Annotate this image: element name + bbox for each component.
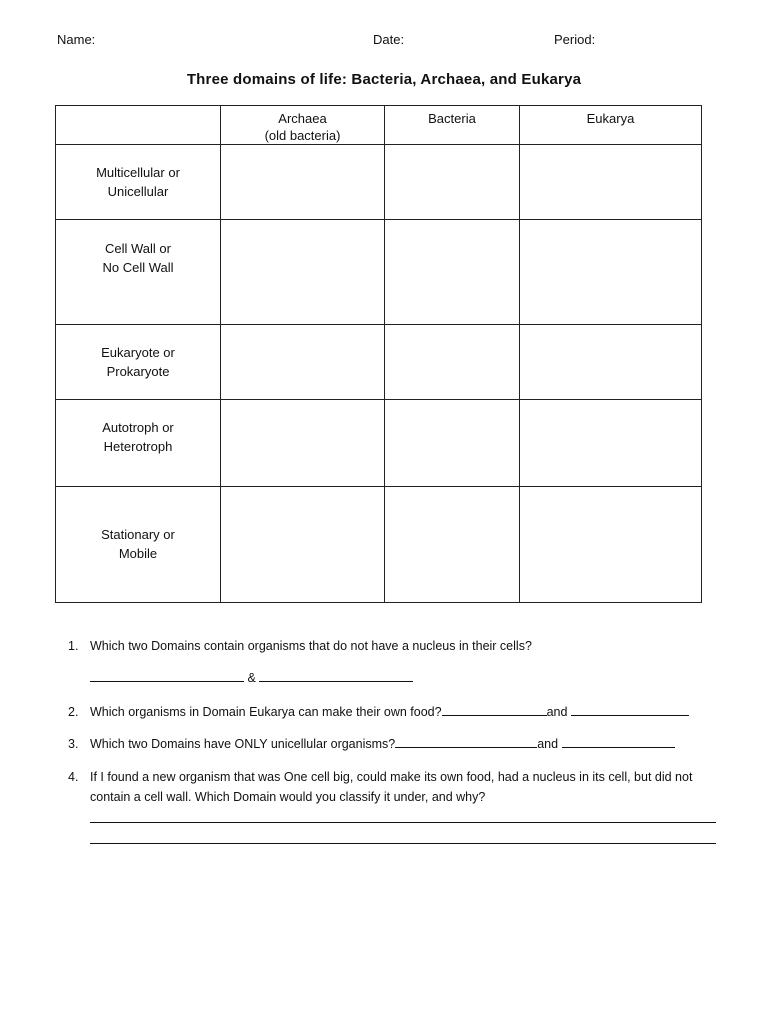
answer-cell[interactable] [385,400,520,487]
answer-joiner: and [546,705,568,719]
row-header-line: No Cell Wall [102,260,174,275]
answer-joiner: & [247,671,256,685]
row-header-line: Stationary or [101,527,175,542]
date-label: Date: [373,32,405,47]
answer-rule[interactable] [90,822,716,823]
answer-cell[interactable] [385,487,520,603]
column-header-label: Eukarya [586,111,635,126]
table-row [56,400,702,487]
row-header-nutrition [56,400,221,487]
question-3-line [90,734,675,754]
answer-cell[interactable] [520,220,702,325]
answer-blank[interactable] [571,702,689,716]
row-header-line: Heterotroph [103,439,173,454]
row-header-line: Prokaryote [106,364,170,379]
question-4-text-continued: contain a cell wall. Which Domain would you classify it under, and why? [90,790,486,804]
question-text: Which two Domains contain organisms that do not have a nucleus in their cells? [90,639,532,653]
answer-cell[interactable] [221,220,385,325]
answer-cell[interactable] [221,325,385,400]
answer-cell[interactable] [385,220,520,325]
row-header-line: Eukaryote or [101,345,175,360]
name-label: Name: [57,32,96,47]
table-row [56,145,702,220]
table-row [56,487,702,603]
answer-blank[interactable] [562,734,675,748]
row-header-line: Unicellular [107,184,169,199]
answer-blank[interactable] [259,668,413,682]
column-header-archaea [221,106,385,145]
row-header-movement [56,487,221,603]
column-header-eukarya [520,106,702,145]
answer-blank[interactable] [442,702,547,716]
question-number: 2. [68,705,79,719]
answer-cell[interactable] [221,487,385,603]
answer-cell[interactable] [520,325,702,400]
column-header-label: Archaea [278,111,327,126]
corner-cell [56,106,221,145]
question-number: 3. [68,737,79,751]
answer-cell[interactable] [520,400,702,487]
question-text: Which two Domains have ONLY unicellular organisms? [90,737,396,751]
table-header-row [56,106,702,145]
row-header-cellularity [56,145,221,220]
answer-cell[interactable] [385,325,520,400]
row-header-cell-wall [56,220,221,325]
column-header-sublabel: (old bacteria) [264,128,341,143]
answer-cell[interactable] [520,487,702,603]
question-2 [68,702,568,722]
domains-table [55,105,702,603]
answer-cell[interactable] [385,145,520,220]
column-header-bacteria [385,106,520,145]
row-header-line: Mobile [118,546,158,561]
period-label: Period: [554,32,596,47]
row-header-cell-type [56,325,221,400]
question-3 [68,734,559,754]
answer-blank[interactable] [395,734,537,748]
page-title: Three domains of life: Bacteria, Archaea, and Eukarya [186,71,582,88]
question-number: 1. [68,639,79,653]
column-header-label: Bacteria [428,111,476,126]
question-1 [68,636,532,656]
table-row [56,325,702,400]
row-header-line: Cell Wall or [105,241,171,256]
answer-cell[interactable] [520,145,702,220]
answer-cell[interactable] [221,145,385,220]
answer-blank[interactable] [90,668,244,682]
answer-cell[interactable] [221,400,385,487]
table-row [56,220,702,325]
question-1-answer-line [90,668,413,688]
answer-joiner: and [537,737,559,751]
question-text: Which organisms in Domain Eukarya can make their own food? [90,705,442,719]
row-header-line: Multicellular or [96,165,180,180]
question-text: If I found a new organism that was One cell big, could make its own food, had a nucleus in its cell, but did not [90,770,693,784]
question-2-line [90,702,689,722]
row-header-line: Autotroph or [102,420,174,435]
question-4 [68,767,693,787]
answer-rule[interactable] [90,843,716,844]
question-number: 4. [68,770,79,784]
